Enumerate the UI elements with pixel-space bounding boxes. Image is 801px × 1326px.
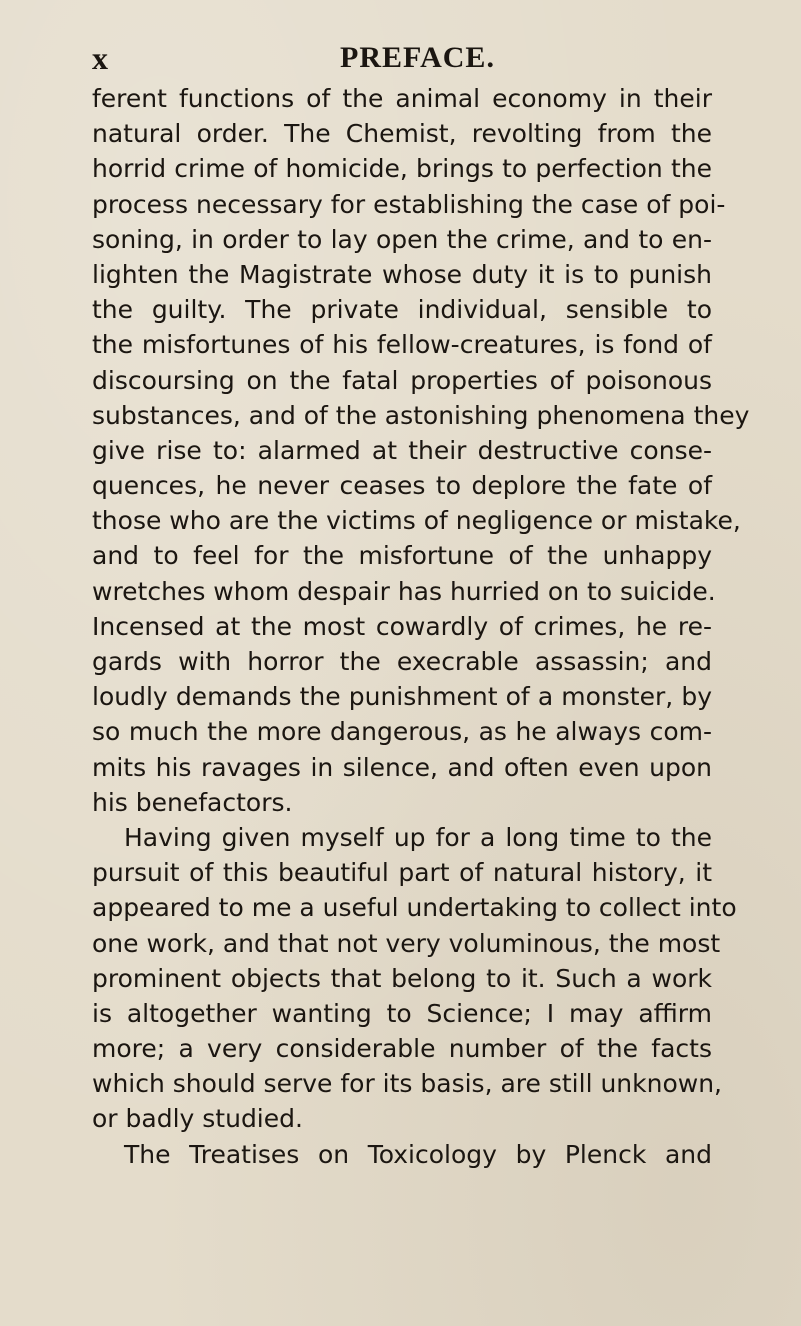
text-line: Incensed at the most cowardly of crimes, he re- <box>92 611 712 641</box>
text-line: more; a very considerable number of the facts <box>92 1034 712 1064</box>
text-line: so much the more dangerous, as he always com- <box>92 717 712 747</box>
running-head <box>92 38 712 78</box>
text-line: the guilty. The private individual, sensible to <box>92 295 712 325</box>
text-line: prominent objects that belong to it. Such a work <box>92 963 712 993</box>
page-number: x <box>92 40 108 76</box>
text-line: give rise to: alarmed at their destructive conse- <box>92 435 712 465</box>
text-line: appeared to me a useful undertaking to collect into <box>92 893 737 923</box>
text-line: discoursing on the fatal properties of poisonous <box>92 365 712 395</box>
text-line: natural order. The Chemist, revolting from the <box>92 119 712 149</box>
text-line: ferent functions of the animal economy in their <box>92 84 712 113</box>
text-line: is altogether wanting to Science; I may affirm <box>92 998 712 1028</box>
text-line: loudly demands the punishment of a monster, by <box>92 682 712 712</box>
text-line: the misfortunes of his fellow-creatures, is fond of <box>92 330 712 360</box>
text-line: mits his ravages in silence, and often even upon <box>92 752 712 782</box>
text-line: soning, in order to lay open the crime, and to en- <box>92 224 712 254</box>
text-line: one work, and that not very voluminous, the most <box>92 928 721 958</box>
text-line: horrid crime of homicide, brings to perfection the <box>92 154 712 184</box>
text-line: wretches whom despair has hurried on to suicide. <box>92 576 716 606</box>
text-line: quences, he never ceases to deplore the fate of <box>92 471 712 501</box>
text-line: which should serve for its basis, are still unknown, <box>92 1069 723 1099</box>
text-line: pursuit of this beautiful part of natural history, it <box>92 858 712 888</box>
paragraph-start-line: The Treatises on Toxicology by Plenck and <box>124 1139 712 1169</box>
text-line: those who are the victims of negligence or mistake, <box>92 506 741 536</box>
paragraph-end-line: his benefactors. <box>92 787 293 817</box>
text-line: gards with horror the execrable assassin; and <box>92 647 712 676</box>
running-title: PREFACE. <box>340 41 495 74</box>
paragraph-end-line: or badly studied. <box>92 1104 303 1134</box>
paragraph-start-line: Having given myself up for a long time to the <box>124 822 712 852</box>
text-line: lighten the Magistrate whose duty it is to punish <box>92 259 712 289</box>
text-line: substances, and of the astonishing phenomena they <box>92 400 750 430</box>
text-line: and to feel for the misfortune of the unhappy <box>92 541 712 571</box>
body-text <box>92 81 750 1172</box>
text-line: process necessary for establishing the case of poi- <box>92 189 726 219</box>
